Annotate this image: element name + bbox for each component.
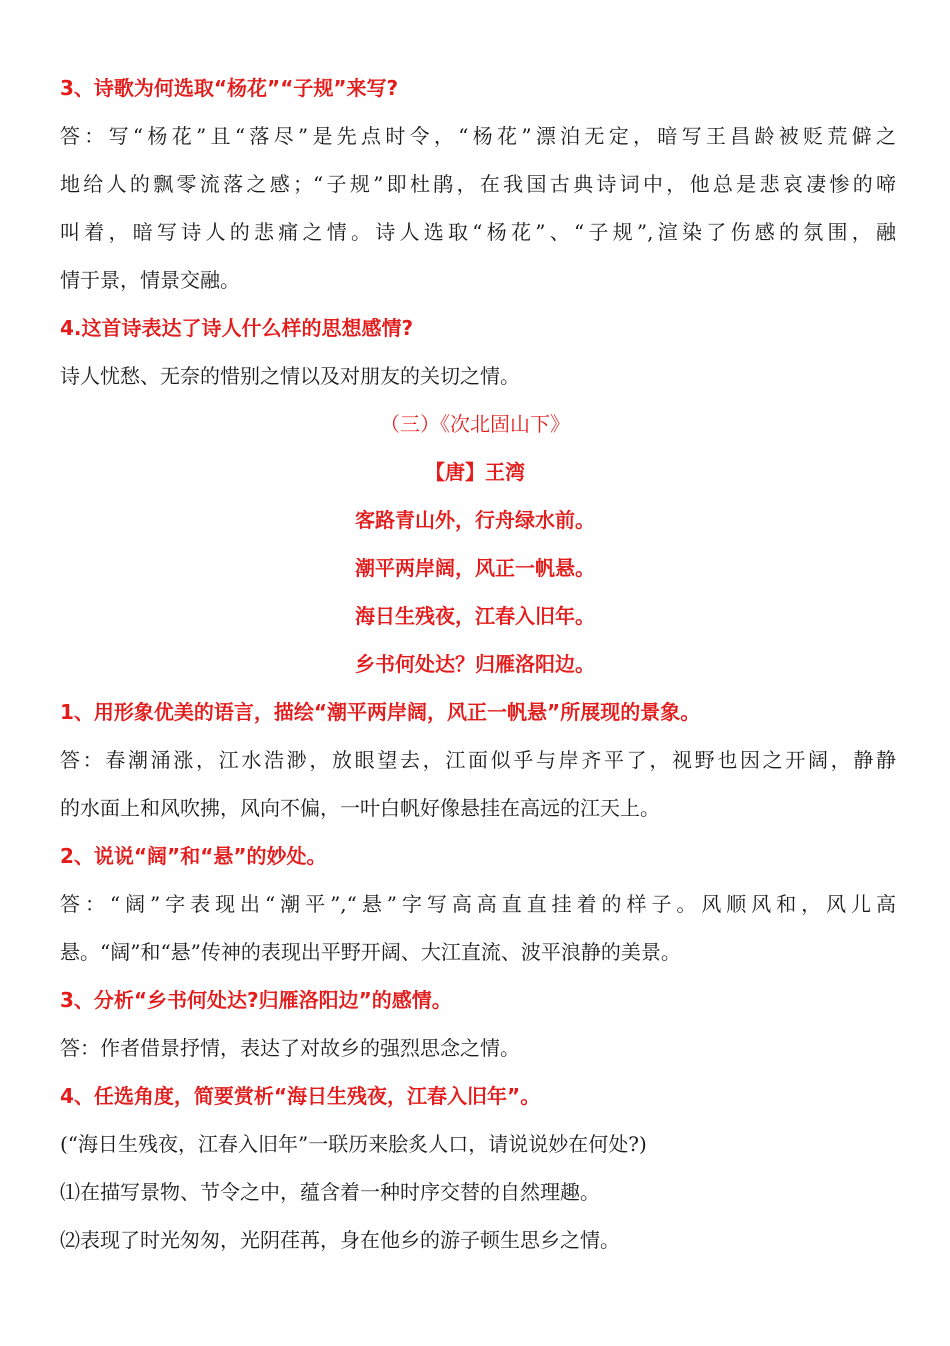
poem-author: 【唐】王湾 [425,460,525,484]
poem-answer-1-line-1: 答：春潮涌涨，江水浩渺，放眼望去，江面似乎与岸齐平了，视野也因之开阔，静静 [60,748,896,772]
poem-answer-3: 答：作者借景抒情，表达了对故乡的强烈思念之情。 [60,1036,520,1060]
poem-question-1-heading: 1、用形象优美的语言，描绘“潮平两岸阔，风正一帆悬”所展现的景象。 [60,700,701,724]
poem-question-4-heading: 4、任选角度，简要赏析“海日生残夜，江春入旧年”。 [60,1084,541,1108]
poem-answer-4-line-1: (“海日生残夜，江春入旧年”一联历来脍炙人口，请说说妙在何处?) [60,1132,647,1156]
answer-4: 诗人忧愁、无奈的惜别之情以及对朋友的关切之情。 [60,364,520,388]
answer-3-line-3: 叫着，暗写诗人的悲痛之情。诗人选取“杨花”、“子规”,渲染了伤感的氛围，融 [60,220,896,244]
poem-line-2: 潮平两岸阔，风正一帆悬。 [355,556,595,580]
poem-line-3: 海日生残夜，江春入旧年。 [355,604,595,628]
poem-answer-4-line-2: ⑴在描写景物、节令之中，蕴含着一种时序交替的自然理趣。 [60,1180,600,1204]
question-4-heading: 4.这首诗表达了诗人什么样的思想感情? [60,316,414,340]
poem-answer-4-line-3: ⑵表现了时光匆匆，光阴荏苒，身在他乡的游子顿生思乡之情。 [60,1228,620,1252]
poem-answer-1-line-2: 的水面上和风吹拂，风向不偏，一叶白帆好像悬挂在高远的江天上。 [60,796,660,820]
answer-3-line-4: 情于景，情景交融。 [60,268,240,292]
poem-answer-2-line-2: 悬。“阔”和“悬”传神的表现出平野开阔、大江直流、波平浪静的美景。 [60,940,681,964]
answer-3-line-1: 答：写“杨花”且“落尽”是先点时令，“杨花”漂泊无定，暗写王昌龄被贬荒僻之 [60,124,896,148]
question-3-heading: 3、诗歌为何选取“杨花”“子规”来写? [60,76,399,100]
answer-3-line-2: 地给人的飘零流落之感；“子规”即杜鹃，在我国古典诗词中，他总是悲哀凄惨的啼 [60,172,896,196]
poem-question-3-heading: 3、分析“乡书何处达?归雁洛阳边”的感情。 [60,988,452,1012]
poem-line-4: 乡书何处达？归雁洛阳边。 [355,652,595,676]
poem-line-1: 客路青山外，行舟绿水前。 [355,508,595,532]
poem-answer-2-line-1: 答：“阔”字表现出“潮平”,“悬”字写高高直直挂着的样子。风顺风和，风儿高 [60,892,896,916]
poem-question-2-heading: 2、说说“阔”和“悬”的妙处。 [60,844,327,868]
poem-title: （三）《次北固山下》 [380,412,570,436]
